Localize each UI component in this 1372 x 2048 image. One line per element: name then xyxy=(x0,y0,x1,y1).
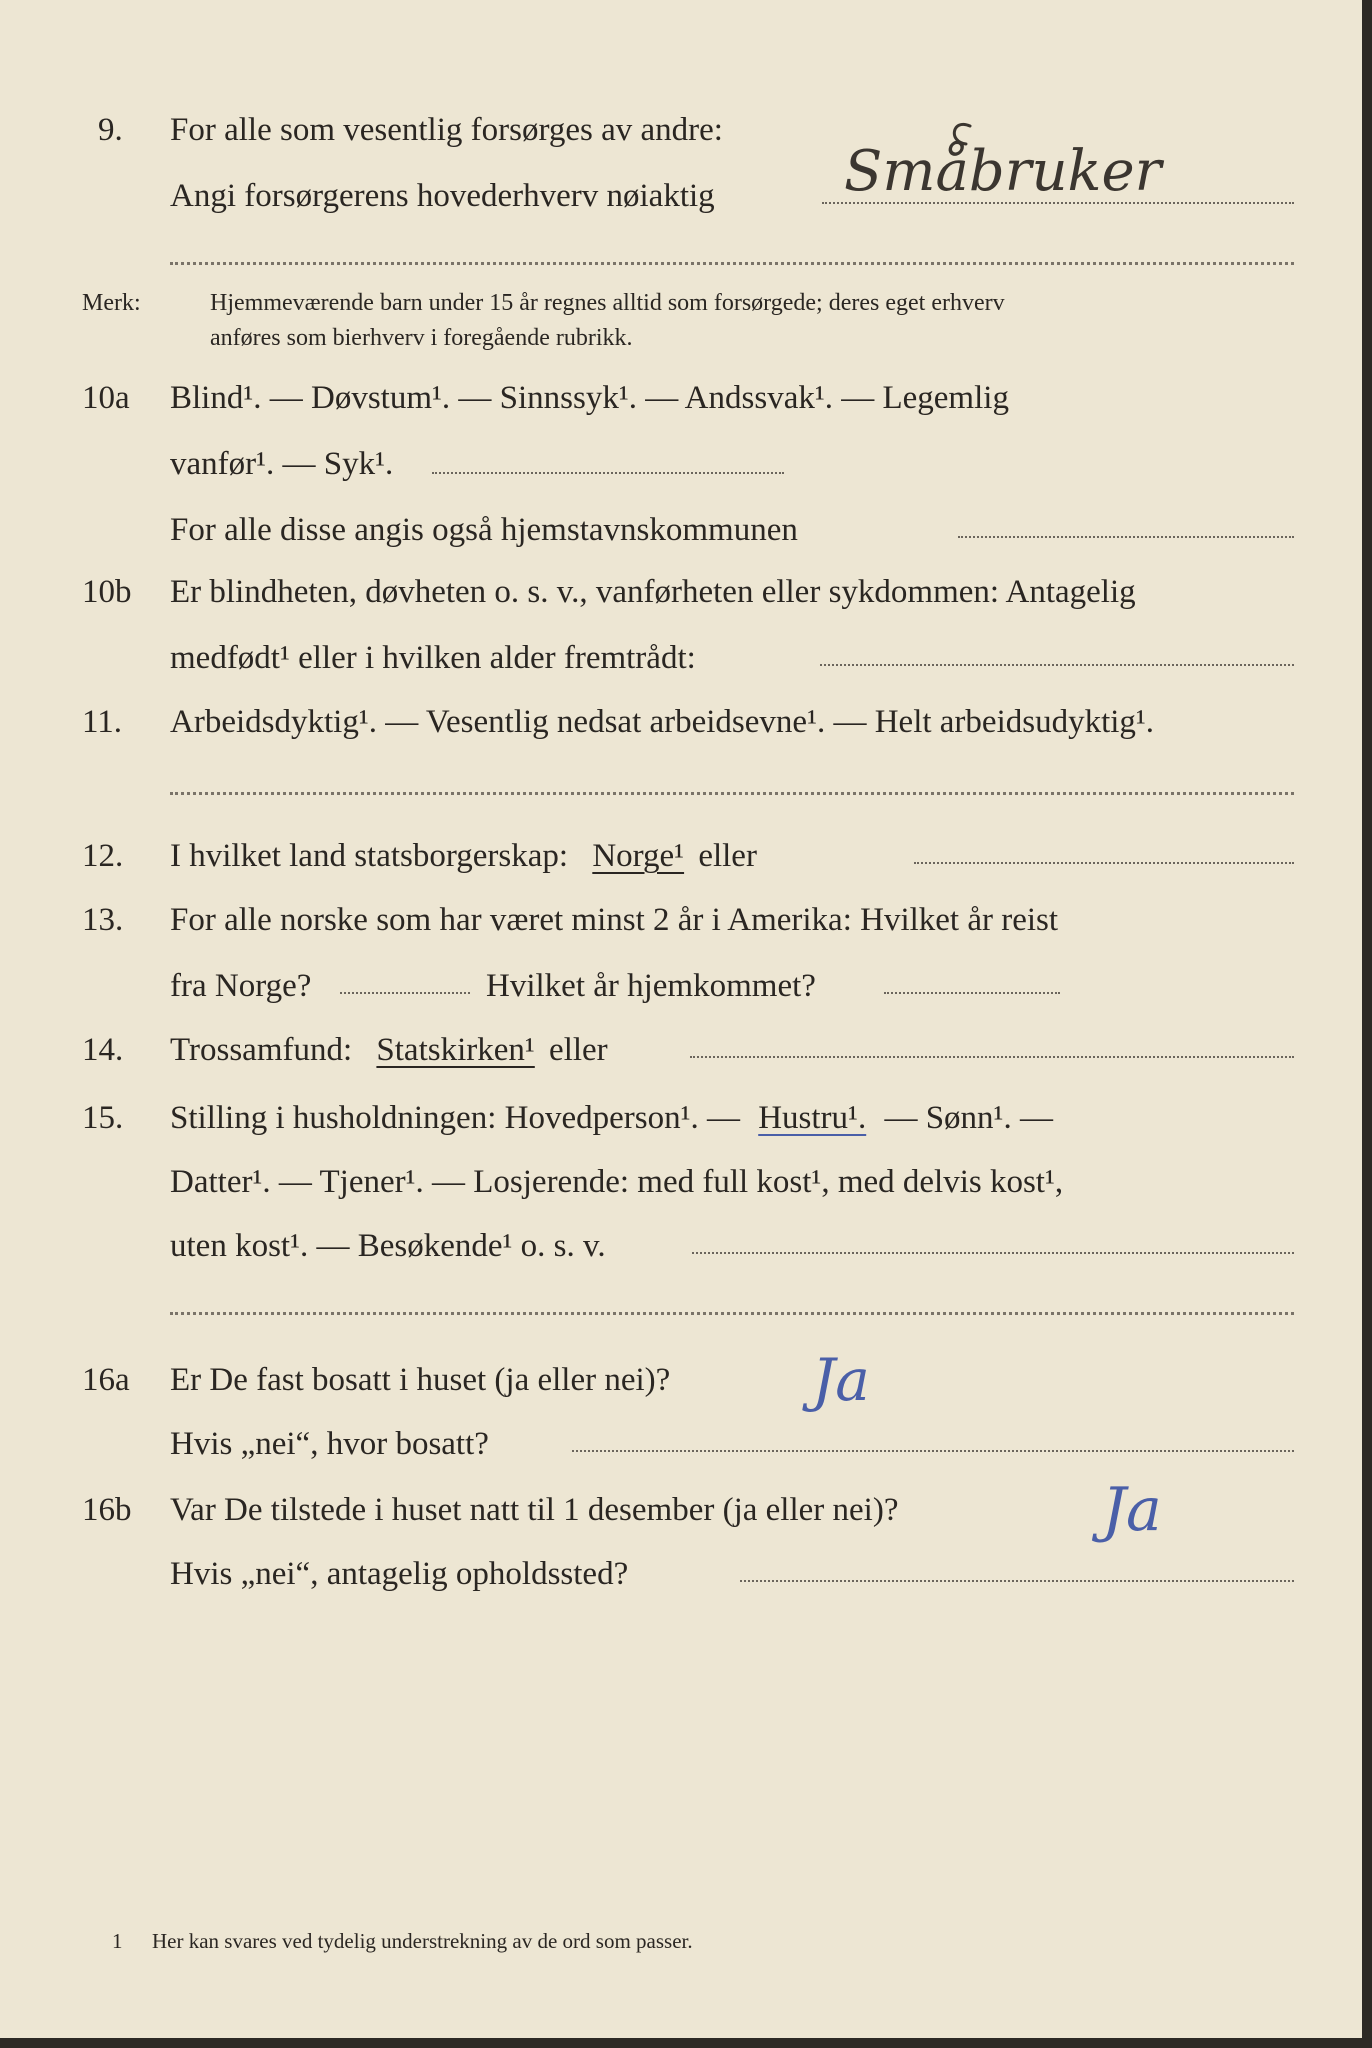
svg-text:Småbruker: Småbruker xyxy=(844,139,1162,204)
q9-question-line1: For alle som vesentlig forsørges av andre: xyxy=(170,112,723,148)
q10a-syk-dotted-line xyxy=(432,472,784,474)
q10a-kommune-dotted-line xyxy=(958,536,1294,538)
q10b-line2: medfødt¹ eller i hvilken alder fremtrådt: xyxy=(170,640,696,676)
scan-edge-bottom xyxy=(0,2038,1372,2048)
q15-line1 xyxy=(170,1098,1053,1138)
q14-statskirken-underlined: Statskirken¹ xyxy=(376,1032,535,1068)
q15-line1-end: — Sønn¹. — xyxy=(884,1100,1053,1136)
q13-line2a: fra Norge? xyxy=(170,968,312,1004)
q16a-dotted-line xyxy=(572,1450,1294,1452)
merk-line1: Hjemmeværende barn under 15 år regnes alltid som forsørgede; deres eget erhverv xyxy=(210,290,1005,316)
scan-edge-right xyxy=(1362,0,1372,2048)
q10b-line1: Er blindheten, døvheten o. s. v., vanførheten eller sykdommen: Antagelig xyxy=(170,574,1136,610)
merk-line2: anføres som bierhverv i foregående rubrikk. xyxy=(210,325,633,351)
q15-line3: uten kost¹. — Besøkende¹ o. s. v. xyxy=(170,1228,606,1264)
q9-handwritten-answer xyxy=(840,118,1220,213)
q13-number: 13. xyxy=(82,902,124,938)
q13-line1: For alle norske som har været minst 2 år i Amerika: Hvilket år reist xyxy=(170,902,1059,938)
q14-question-text: Trossamfund: xyxy=(170,1032,353,1068)
q12-number: 12. xyxy=(82,838,124,874)
q13-line2b: Hvilket år hjemkommet? xyxy=(486,968,816,1004)
q15-line1-start: Stilling i husholdningen: Hovedperson¹. — xyxy=(170,1100,740,1136)
q16b-handwritten-answer xyxy=(1096,1464,1276,1564)
q12-dotted-line xyxy=(914,862,1294,864)
q9-number: 9. xyxy=(98,112,123,148)
q9-separator-line xyxy=(170,262,1294,265)
q14-eller: eller xyxy=(549,1032,608,1068)
footnote-mark: 1 xyxy=(112,1929,123,1953)
q11-line1: Arbeidsdyktig¹. — Vesentlig nedsat arbeidsevne¹. — Helt arbeidsudyktig¹. xyxy=(170,704,1155,740)
q16b-number: 16b xyxy=(82,1492,132,1528)
q16b-line1: Var De tilstede i huset natt til 1 desember (ja eller nei)? xyxy=(170,1492,899,1528)
q10a-line3: For alle disse angis også hjemstavnskommunen xyxy=(170,512,798,548)
q9-question-line2: Angi forsørgerens hovederhverv nøiaktig xyxy=(170,178,715,214)
q16b-dotted-line xyxy=(740,1580,1294,1582)
q15-separator-line xyxy=(170,1312,1294,1315)
q12-line xyxy=(170,836,757,876)
q15-number: 15. xyxy=(82,1100,124,1136)
q13-reist-dotted-line xyxy=(340,992,470,994)
q10b-number: 10b xyxy=(82,574,132,610)
q16a-number: 16a xyxy=(82,1362,130,1398)
q10a-line1: Blind¹. — Døvstum¹. — Sinnssyk¹. — Andssvak¹. — Legemlig xyxy=(170,380,1009,416)
q14-line xyxy=(170,1030,608,1070)
footnote-text: Her kan svares ved tydelig understrekning av de ord som passer. xyxy=(152,1929,693,1953)
q16a-line1: Er De fast bosatt i huset (ja eller nei)? xyxy=(170,1362,671,1398)
q15-dotted-line xyxy=(692,1252,1294,1254)
q12-norge-underlined: Norge¹ xyxy=(592,838,685,874)
q10a-number: 10a xyxy=(82,380,130,416)
q10b-dotted-line xyxy=(820,664,1294,666)
q11-separator-line xyxy=(170,792,1294,795)
q11-number: 11. xyxy=(82,704,123,740)
q14-dotted-line xyxy=(690,1056,1294,1058)
q14-number: 14. xyxy=(82,1032,124,1068)
q10a-line2: vanfør¹. — Syk¹. xyxy=(170,446,394,482)
q15-hustru-underlined: Hustru¹. xyxy=(758,1100,867,1136)
q15-line2: Datter¹. — Tjener¹. — Losjerende: med full kost¹, med delvis kost¹, xyxy=(170,1164,1064,1200)
q16a-line2: Hvis „nei“, hvor bosatt? xyxy=(170,1426,489,1462)
q13-hjemkommet-dotted-line xyxy=(884,992,1060,994)
q12-question-text: I hvilket land statsborgerskap: xyxy=(170,838,569,874)
q16b-line2: Hvis „nei“, antagelig opholdssted? xyxy=(170,1556,629,1592)
q12-eller: eller xyxy=(698,838,757,874)
q16a-handwritten-answer xyxy=(806,1338,976,1428)
svg-text:Ja: Ja xyxy=(1102,1475,1162,1545)
svg-text:Ja: Ja xyxy=(812,1346,870,1414)
merk-label: Merk: xyxy=(82,290,141,316)
